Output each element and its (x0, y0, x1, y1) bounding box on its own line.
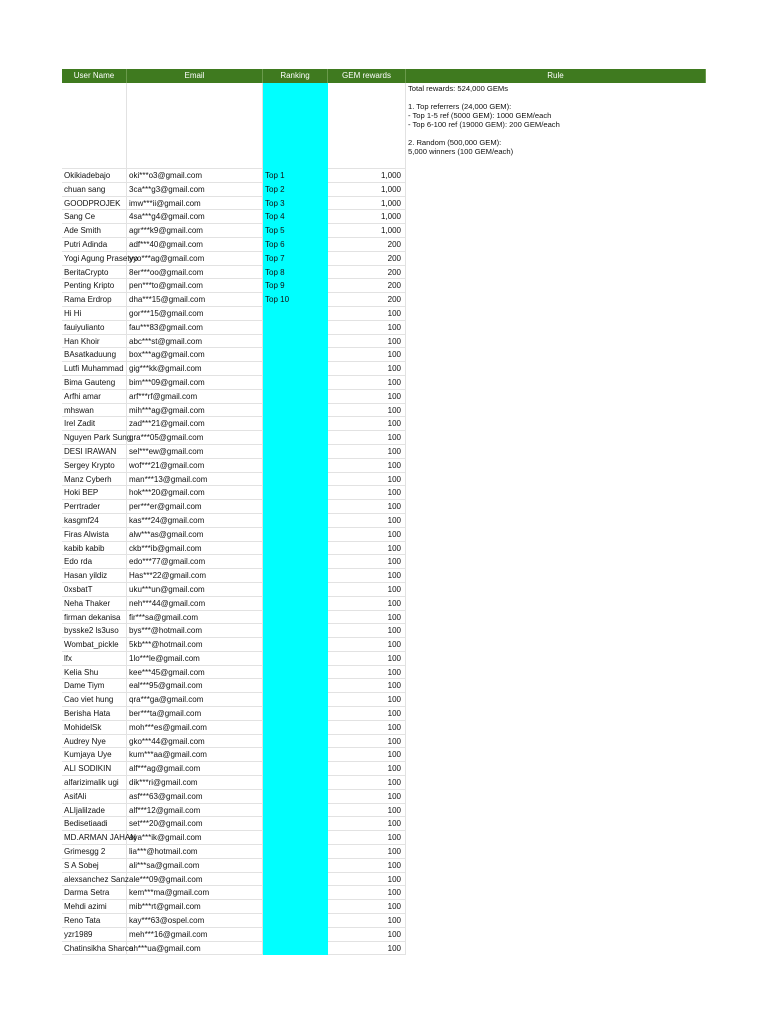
ranking-cell[interactable] (263, 845, 328, 859)
user-name-cell[interactable]: Grimesgg 2 (62, 845, 127, 859)
user-name-cell[interactable]: Hasan yildiz (62, 569, 127, 583)
ranking-cell[interactable] (263, 431, 328, 445)
gem-reward-cell[interactable]: 100 (328, 914, 406, 928)
user-name-cell[interactable]: Putri Adinda (62, 238, 127, 252)
email-cell[interactable]: lia***@hotmail.com (127, 845, 263, 859)
email-cell[interactable]: arf***rf@gmail.com (127, 390, 263, 404)
email-cell[interactable]: kas***24@gmail.com (127, 514, 263, 528)
user-name-cell[interactable]: Sergey Krypto (62, 459, 127, 473)
user-name-cell[interactable]: Reno Tata (62, 914, 127, 928)
email-cell[interactable]: Has***22@gmail.com (127, 569, 263, 583)
header-ranking[interactable]: Ranking (263, 69, 328, 83)
ranking-cell[interactable] (263, 762, 328, 776)
email-cell[interactable]: edo***77@gmail.com (127, 555, 263, 569)
user-name-cell[interactable]: fauiyulianto (62, 321, 127, 335)
user-name-cell[interactable]: Kelia Shu (62, 666, 127, 680)
email-cell[interactable]: neh***44@gmail.com (127, 597, 263, 611)
ranking-cell[interactable] (263, 735, 328, 749)
ranking-cell[interactable] (263, 500, 328, 514)
ranking-cell[interactable]: Top 1 (263, 169, 328, 183)
user-name-cell[interactable]: Hi Hi (62, 307, 127, 321)
user-name-cell[interactable]: Manz Cyberh (62, 473, 127, 487)
user-name-cell[interactable]: BeritaCrypto (62, 266, 127, 280)
ranking-cell[interactable] (263, 679, 328, 693)
ranking-column (263, 83, 328, 955)
email-cell[interactable]: uku***un@gmail.com (127, 583, 263, 597)
email-cell[interactable]: 8er***oo@gmail.com (127, 266, 263, 280)
gem-reward-cell[interactable]: 100 (328, 321, 406, 335)
gem-reward-cell[interactable]: 100 (328, 390, 406, 404)
user-name-cell[interactable]: Hoki BEP (62, 486, 127, 500)
ranking-cell[interactable]: Top 3 (263, 197, 328, 211)
email-cell[interactable]: ali***sa@gmail.com (127, 859, 263, 873)
ranking-cell[interactable] (263, 666, 328, 680)
gem-reward-cell[interactable]: 100 (328, 569, 406, 583)
email-cell[interactable]: man***13@gmail.com (127, 473, 263, 487)
gem-reward-cell[interactable]: 100 (328, 679, 406, 693)
ranking-cell[interactable] (263, 624, 328, 638)
user-name-cell[interactable]: MD.ARMAN JAHAN (62, 831, 127, 845)
gem-reward-cell[interactable]: 100 (328, 597, 406, 611)
user-name-cell[interactable]: Han Khoir (62, 335, 127, 349)
gem-reward-cell[interactable]: 100 (328, 886, 406, 900)
gem-reward-cell[interactable]: 100 (328, 928, 406, 942)
header-row (62, 69, 706, 83)
ranking-cell[interactable] (263, 886, 328, 900)
email-cell[interactable]: agr***k9@gmail.com (127, 224, 263, 238)
email-cell[interactable]: dik***ri@gmail.com (127, 776, 263, 790)
email-cell[interactable]: kay***63@ospel.com (127, 914, 263, 928)
gem-reward-cell[interactable]: 100 (328, 611, 406, 625)
header-email[interactable]: Email (127, 69, 263, 83)
email-column (127, 83, 263, 955)
user-name-cell[interactable]: Rama Erdrop (62, 293, 127, 307)
gem-reward-cell[interactable]: 100 (328, 376, 406, 390)
gem-reward-cell[interactable]: 100 (328, 362, 406, 376)
email-cell[interactable]: gko***44@gmail.com (127, 735, 263, 749)
gem-reward-cell[interactable]: 100 (328, 307, 406, 321)
gem-reward-cell[interactable]: 1,000 (328, 210, 406, 224)
email-cell[interactable]: wof***21@gmail.com (127, 459, 263, 473)
user-name-cell[interactable]: Mehdi azimi (62, 900, 127, 914)
email-cell[interactable]: kum***aa@gmail.com (127, 748, 263, 762)
ranking-cell[interactable] (263, 459, 328, 473)
email-cell[interactable]: qra***ga@gmail.com (127, 693, 263, 707)
gem-reward-cell[interactable]: 1,000 (328, 169, 406, 183)
user-name-cell[interactable]: bysske2 ls3uso (62, 624, 127, 638)
email-cell[interactable]: moh***es@gmail.com (127, 721, 263, 735)
gem-reward-cell[interactable]: 200 (328, 238, 406, 252)
gem-reward-cell[interactable]: 100 (328, 431, 406, 445)
email-cell[interactable]: fir***sa@gmail.com (127, 611, 263, 625)
email-cell[interactable]: mib***rt@gmail.com (127, 900, 263, 914)
user-name-cell[interactable]: Chatinsikha Sharco (62, 942, 127, 956)
user-name-cell[interactable]: Neha Thaker (62, 597, 127, 611)
user-name-cell[interactable]: Arfhi amar (62, 390, 127, 404)
ranking-cell[interactable] (263, 817, 328, 831)
gem-reward-cell[interactable]: 100 (328, 693, 406, 707)
user-name-cell[interactable]: Lutfi Muhammad (62, 362, 127, 376)
user-name-cell[interactable]: Wombat_pickle (62, 638, 127, 652)
email-cell[interactable]: mih***ag@gmail.com (127, 404, 263, 418)
gem-reward-cell[interactable]: 200 (328, 279, 406, 293)
gem-reward-cell[interactable]: 100 (328, 514, 406, 528)
ranking-cell[interactable] (263, 583, 328, 597)
rule-text[interactable]: Total rewards: 524,000 GEMs 1. Top referrers (24,000 GEM): - Top 1-5 ref (5000 GEM): 1000 GEM/each - Top 6-100 ref (19000 GEM): 200 GEM/each 2. Random (500,000 GEM): 5,000 winners (100 GEM/each) (408, 84, 560, 156)
gem-reward-cell[interactable]: 100 (328, 555, 406, 569)
ranking-cell[interactable] (263, 790, 328, 804)
gem-reward-cell[interactable]: 200 (328, 252, 406, 266)
ranking-cell[interactable] (263, 390, 328, 404)
gem-reward-cell[interactable]: 1,000 (328, 224, 406, 238)
rule-column (406, 83, 706, 955)
email-cell[interactable]: per***er@gmail.com (127, 500, 263, 514)
user-name-cell[interactable]: Okikiadebajo (62, 169, 127, 183)
email-cell[interactable]: bys***@hotmail.com (127, 624, 263, 638)
user-name-cell[interactable]: Bima Gauteng (62, 376, 127, 390)
ranking-cell[interactable]: Top 9 (263, 279, 328, 293)
gem-reward-cell[interactable]: 100 (328, 652, 406, 666)
gem-reward-cell[interactable]: 100 (328, 707, 406, 721)
ranking-cell[interactable] (263, 707, 328, 721)
user-name-cell[interactable]: Irel Zadit (62, 417, 127, 431)
ranking-cell[interactable] (263, 928, 328, 942)
gem-reward-cell[interactable]: 100 (328, 900, 406, 914)
email-cell[interactable]: meh***16@gmail.com (127, 928, 263, 942)
email-cell[interactable]: oki***o3@gmail.com (127, 169, 263, 183)
header-gem-rewards[interactable]: GEM rewards (328, 69, 406, 83)
ranking-cell[interactable] (263, 348, 328, 362)
user-name-cell[interactable]: Berisha Hata (62, 707, 127, 721)
user-name-cell[interactable]: alfarizimalik ugi (62, 776, 127, 790)
gem-reward-cell[interactable]: 100 (328, 404, 406, 418)
ranking-cell[interactable]: Top 7 (263, 252, 328, 266)
gem-reward-cell[interactable]: 100 (328, 417, 406, 431)
ranking-cell[interactable] (263, 914, 328, 928)
email-cell[interactable]: alf***ag@gmail.com (127, 762, 263, 776)
gem-reward-cell[interactable]: 100 (328, 776, 406, 790)
user-name-cell[interactable]: Yogi Agung Prasetyo (62, 252, 127, 266)
user-name-cell[interactable]: ALI SODIKIN (62, 762, 127, 776)
gem-reward-cell[interactable]: 100 (328, 348, 406, 362)
ranking-cell[interactable]: Top 6 (263, 238, 328, 252)
email-cell[interactable]: abc***st@gmail.com (127, 335, 263, 349)
header-user-name[interactable]: User Name (62, 69, 127, 83)
ranking-cell[interactable] (263, 900, 328, 914)
gem-reward-cell[interactable]: 100 (328, 748, 406, 762)
user-name-cell[interactable]: kabib kabib (62, 542, 127, 556)
email-cell[interactable]: asf***63@gmail.com (127, 790, 263, 804)
ranking-cell[interactable] (263, 321, 328, 335)
gem-reward-cell[interactable]: 100 (328, 459, 406, 473)
ranking-cell[interactable] (263, 417, 328, 431)
email-cell[interactable]: ah***ua@gmail.com (127, 942, 263, 956)
user-name-cell[interactable]: Cao viet hung (62, 693, 127, 707)
user-name-column (62, 83, 138, 955)
email-cell[interactable]: fau***83@gmail.com (127, 321, 263, 335)
user-name-cell[interactable]: yzr1989 (62, 928, 127, 942)
email-cell[interactable]: eal***95@gmail.com (127, 679, 263, 693)
ranking-cell[interactable] (263, 652, 328, 666)
user-name-cell[interactable]: lfx (62, 652, 127, 666)
ranking-cell[interactable]: Top 5 (263, 224, 328, 238)
user-name-cell[interactable]: Firas Alwista (62, 528, 127, 542)
email-cell[interactable]: zad***21@gmail.com (127, 417, 263, 431)
user-name-cell[interactable]: ALIjalilzade (62, 804, 127, 818)
gem-reward-cell[interactable]: 100 (328, 859, 406, 873)
user-name-cell[interactable]: Sang Ce (62, 210, 127, 224)
user-name-cell[interactable]: alexsanchez Sanz (62, 873, 127, 887)
email-cell[interactable]: gig***kk@gmail.com (127, 362, 263, 376)
gem-reward-cell[interactable]: 100 (328, 873, 406, 887)
email-cell[interactable]: hok***20@gmail.com (127, 486, 263, 500)
ranking-cell[interactable] (263, 942, 328, 956)
gem-reward-cell[interactable]: 100 (328, 790, 406, 804)
user-name-cell[interactable]: Perrtrader (62, 500, 127, 514)
gem-reward-cell[interactable]: 100 (328, 638, 406, 652)
email-cell[interactable]: dha***15@gmail.com (127, 293, 263, 307)
ranking-cell[interactable] (263, 514, 328, 528)
ranking-cell[interactable] (263, 362, 328, 376)
ranking-cell[interactable] (263, 335, 328, 349)
user-name-cell[interactable]: GOODPROJEK (62, 197, 127, 211)
email-cell[interactable]: ale***09@gmail.com (127, 873, 263, 887)
email-cell[interactable]: pen***to@gmail.com (127, 279, 263, 293)
ranking-cell[interactable] (263, 804, 328, 818)
ranking-cell[interactable] (263, 445, 328, 459)
gem-reward-cell[interactable]: 1,000 (328, 197, 406, 211)
ranking-cell[interactable] (263, 542, 328, 556)
user-name-cell[interactable]: S A Sobej (62, 859, 127, 873)
email-cell[interactable]: kem***ma@gmail.com (127, 886, 263, 900)
ranking-cell[interactable]: Top 2 (263, 183, 328, 197)
ranking-cell[interactable] (263, 859, 328, 873)
email-cell[interactable]: sel***ew@gmail.com (127, 445, 263, 459)
gem-reward-cell[interactable]: 100 (328, 735, 406, 749)
email-cell[interactable]: imw***ii@gmail.com (127, 197, 263, 211)
email-cell[interactable]: aya***ik@gmail.com (127, 831, 263, 845)
email-cell[interactable]: box***ag@gmail.com (127, 348, 263, 362)
email-cell[interactable]: 3ca***g3@gmail.com (127, 183, 263, 197)
ranking-cell[interactable]: Top 8 (263, 266, 328, 280)
gem-reward-cell[interactable]: 100 (328, 486, 406, 500)
email-cell[interactable]: alf***12@gmail.com (127, 804, 263, 818)
user-name-cell[interactable]: firman dekanisa (62, 611, 127, 625)
ranking-cell[interactable] (263, 555, 328, 569)
gem-reward-cell[interactable]: 100 (328, 542, 406, 556)
gem-reward-cell[interactable]: 100 (328, 473, 406, 487)
gem-reward-cell[interactable]: 200 (328, 266, 406, 280)
ranking-cell[interactable] (263, 528, 328, 542)
gem-reward-cell[interactable]: 100 (328, 845, 406, 859)
ranking-cell[interactable] (263, 831, 328, 845)
email-cell[interactable]: kee***45@gmail.com (127, 666, 263, 680)
gem-reward-cell[interactable]: 100 (328, 624, 406, 638)
email-cell[interactable]: 5kb***@hotmail.com (127, 638, 263, 652)
rewards-sheet (62, 69, 706, 955)
gem-reward-cell[interactable]: 100 (328, 528, 406, 542)
gem-reward-cell[interactable]: 100 (328, 583, 406, 597)
ranking-cell[interactable] (263, 473, 328, 487)
ranking-cell[interactable] (263, 721, 328, 735)
user-name-cell[interactable]: AsifAli (62, 790, 127, 804)
user-name-cell[interactable]: 0xsbatT (62, 583, 127, 597)
email-cell[interactable]: ber***ta@gmail.com (127, 707, 263, 721)
ranking-cell[interactable] (263, 376, 328, 390)
gem-rewards-column (328, 83, 406, 955)
user-name-cell[interactable]: Audrey Nye (62, 735, 127, 749)
gem-reward-cell[interactable]: 100 (328, 831, 406, 845)
email-cell[interactable]: gra***05@gmail.com (127, 431, 263, 445)
user-name-cell[interactable]: chuan sang (62, 183, 127, 197)
gem-reward-cell[interactable]: 100 (328, 335, 406, 349)
email-cell[interactable]: bim***09@gmail.com (127, 376, 263, 390)
user-name-cell[interactable]: Darma Setra (62, 886, 127, 900)
user-name-cell[interactable]: Kumjaya Uye (62, 748, 127, 762)
email-cell[interactable]: set***20@gmail.com (127, 817, 263, 831)
user-name-cell[interactable]: BAsatkaduung (62, 348, 127, 362)
gem-reward-cell[interactable]: 100 (328, 762, 406, 776)
ranking-cell[interactable] (263, 611, 328, 625)
user-name-cell[interactable]: Bedisetiaadi (62, 817, 127, 831)
user-name-cell[interactable]: Penting Kripto (62, 279, 127, 293)
table-body (62, 83, 706, 955)
header-rule[interactable]: Rule (406, 69, 706, 83)
ranking-cell[interactable] (263, 404, 328, 418)
user-name-cell[interactable]: Edo rda (62, 555, 127, 569)
user-name-cell[interactable]: Nguyen Park Sung (62, 431, 127, 445)
email-cell[interactable]: 1lo***le@gmail.com (127, 652, 263, 666)
gem-reward-cell[interactable]: 200 (328, 293, 406, 307)
ranking-cell[interactable] (263, 569, 328, 583)
gem-reward-cell[interactable]: 100 (328, 500, 406, 514)
ranking-cell[interactable] (263, 748, 328, 762)
user-name-cell[interactable]: Dame Tiym (62, 679, 127, 693)
gem-reward-cell[interactable]: 100 (328, 942, 406, 956)
gem-reward-cell[interactable]: 100 (328, 445, 406, 459)
gem-reward-cell[interactable]: 1,000 (328, 183, 406, 197)
gem-reward-cell[interactable]: 100 (328, 817, 406, 831)
ranking-cell[interactable] (263, 597, 328, 611)
email-cell[interactable]: alw***as@gmail.com (127, 528, 263, 542)
user-name-cell[interactable]: MohidelSk (62, 721, 127, 735)
email-cell[interactable]: adf***40@gmail.com (127, 238, 263, 252)
email-cell[interactable]: yyo***ag@gmail.com (127, 252, 263, 266)
user-name-cell[interactable]: Ade Smith (62, 224, 127, 238)
ranking-cell[interactable] (263, 873, 328, 887)
ranking-cell[interactable] (263, 693, 328, 707)
ranking-cell[interactable] (263, 307, 328, 321)
ranking-cell[interactable] (263, 486, 328, 500)
user-name-cell[interactable]: mhswan (62, 404, 127, 418)
ranking-cell[interactable] (263, 776, 328, 790)
email-cell[interactable]: gor***15@gmail.com (127, 307, 263, 321)
ranking-cell[interactable] (263, 638, 328, 652)
user-name-cell[interactable]: DESI IRAWAN (62, 445, 127, 459)
gem-reward-cell[interactable]: 100 (328, 804, 406, 818)
gem-reward-cell[interactable]: 100 (328, 666, 406, 680)
ranking-cell[interactable]: Top 10 (263, 293, 328, 307)
email-cell[interactable]: ckb***ib@gmail.com (127, 542, 263, 556)
email-cell[interactable]: 4sa***g4@gmail.com (127, 210, 263, 224)
user-name-cell[interactable]: kasgmf24 (62, 514, 127, 528)
gem-reward-cell[interactable]: 100 (328, 721, 406, 735)
ranking-cell[interactable]: Top 4 (263, 210, 328, 224)
